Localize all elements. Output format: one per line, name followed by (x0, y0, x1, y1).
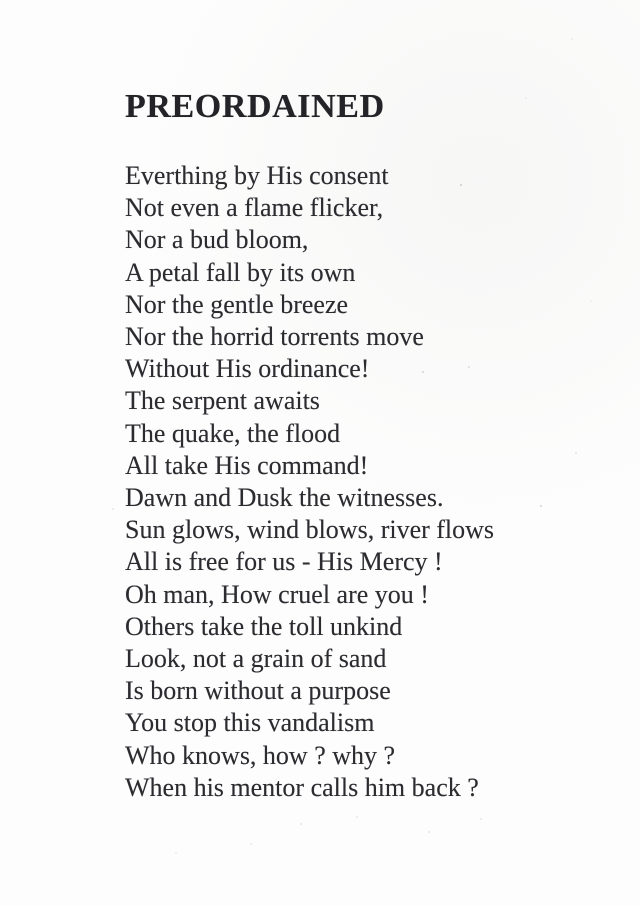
poem-line: Without His ordinance! (125, 354, 370, 384)
poem-line: Sun glows, wind blows, river flows (125, 515, 495, 545)
poem-title: PREORDAINED (125, 88, 385, 125)
poem-line: Not even a flame flicker, (125, 193, 384, 223)
poem-line: All is free for us - His Mercy ! (125, 547, 443, 577)
poem-line: The serpent awaits (125, 386, 320, 416)
poem-line: Dawn and Dusk the witnesses. (125, 483, 444, 513)
poem-line: You stop this vandalism (125, 708, 375, 738)
poem-line: When his mentor calls him back ? (125, 772, 479, 802)
poem-line: The quake, the flood (125, 418, 341, 448)
poem-line: All take His command! (125, 450, 369, 480)
poem-line: Who knows, how ? why ? (125, 740, 396, 770)
poem-line: A petal fall by its own (125, 257, 356, 287)
poem-line: Nor the gentle breeze (125, 289, 349, 319)
poem-line: Everthing by His consent (125, 161, 389, 190)
poem-line: Others take the toll unkind (125, 611, 403, 641)
poem-line: Look, not a grain of sand (125, 644, 387, 674)
poem-line: Is born without a purpose (125, 676, 391, 706)
poem-line: Nor a bud bloom, (125, 225, 309, 255)
poem-line: Oh man, How cruel are you ! (125, 579, 429, 609)
scan-noise-speckles (0, 0, 2, 2)
poem-body (125, 160, 494, 804)
poem-line: Nor the horrid torrents move (125, 322, 424, 352)
